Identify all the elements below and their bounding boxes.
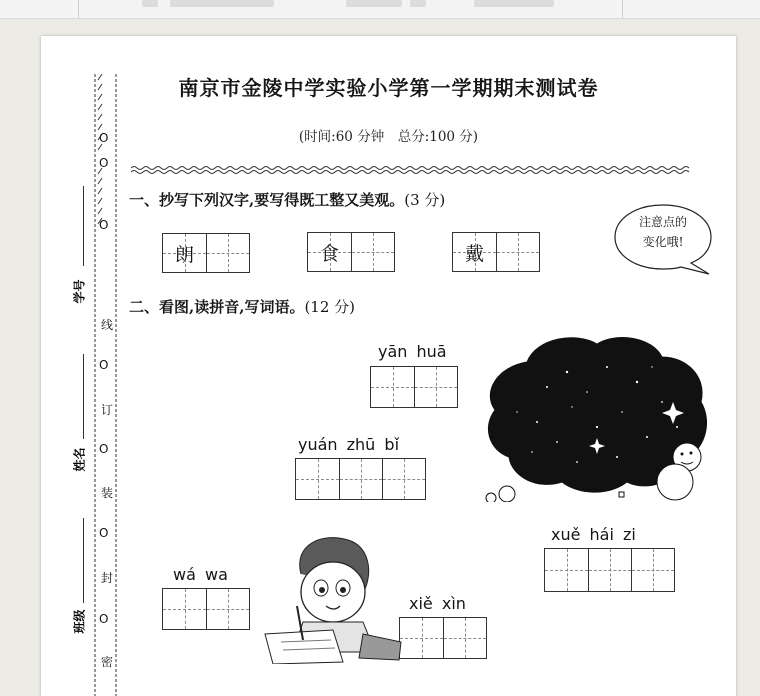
pinyin-write-letter: xiě xìn	[409, 594, 466, 613]
binding-mark-ding: 订	[101, 403, 114, 417]
student-id-line[interactable]	[83, 186, 84, 266]
exam-title: 南京市金陵中学实验小学第一学期期末测试卷	[178, 76, 599, 100]
binding-circle: O	[99, 526, 109, 540]
binding-circle: O	[99, 156, 109, 170]
binding-circle: O	[99, 442, 109, 456]
binding-mark-mi: 密	[101, 655, 114, 669]
pinyin-doll: wá wa	[173, 565, 228, 584]
copy-grid-3[interactable]	[452, 232, 540, 272]
binding-mark-feng: 封	[101, 571, 114, 585]
binding-circle: O	[99, 218, 109, 232]
toolbar-button[interactable]	[410, 0, 426, 7]
binding-circle: O	[99, 358, 109, 372]
question-1-points: (3 分)	[404, 191, 446, 209]
answer-grid-snowman[interactable]	[544, 548, 675, 592]
student-id-label: 学号	[72, 279, 87, 304]
bubble-line: 变化哦!	[642, 235, 684, 249]
answer-grid-doll[interactable]	[162, 588, 250, 630]
binding-circle: O	[99, 131, 109, 145]
model-character: 戴	[464, 242, 484, 265]
answer-grid-ballpoint-pen[interactable]	[295, 458, 426, 500]
toolbar-separator	[622, 0, 623, 18]
pinyin-fireworks: yān huā	[378, 342, 447, 361]
model-character: 朗	[174, 243, 194, 266]
copy-grid-2[interactable]	[307, 232, 395, 272]
question-2-label: 二、看图,读拼音,写词语。	[129, 298, 305, 316]
copy-grid-1[interactable]	[162, 233, 250, 273]
name-line[interactable]	[83, 354, 84, 439]
binding-circle: O	[99, 612, 109, 626]
binding-mark-zhuang: 装	[101, 486, 114, 500]
toolbar-button[interactable]	[346, 0, 402, 7]
exam-subtitle: (时间:60 分钟 总分:100 分)	[298, 129, 479, 145]
toolbar-separator	[78, 0, 79, 18]
toolbar-button[interactable]	[170, 0, 274, 7]
question-2-heading	[129, 296, 355, 317]
question-1-label: 一、抄写下列汉字,要写得既工整又美观。	[129, 191, 405, 209]
binding-mark-xian: 线	[101, 318, 114, 332]
document-page	[41, 36, 736, 696]
name-label: 姓名	[72, 447, 87, 472]
toolbar-button[interactable]	[142, 0, 158, 7]
night-sky-snowman-image	[477, 332, 715, 502]
class-label: 班级	[72, 609, 87, 634]
speech-bubble-text	[611, 212, 715, 252]
answer-grid-fireworks[interactable]	[370, 366, 458, 408]
answer-grid-write-letter[interactable]	[399, 617, 487, 659]
pinyin-ballpoint-pen: yuán zhū bǐ	[298, 435, 400, 454]
pinyin-snowman: xuě hái zi	[551, 525, 636, 544]
toolbar-button[interactable]	[474, 0, 554, 7]
wavy-divider	[131, 165, 709, 175]
boy-writing-image	[263, 534, 403, 664]
viewer-toolbar	[0, 0, 760, 19]
bubble-line: 注意点的	[638, 215, 687, 229]
question-1-heading	[129, 189, 445, 210]
class-line[interactable]	[83, 518, 84, 603]
question-2-points: (12 分)	[304, 298, 356, 316]
model-character: 食	[319, 242, 339, 265]
